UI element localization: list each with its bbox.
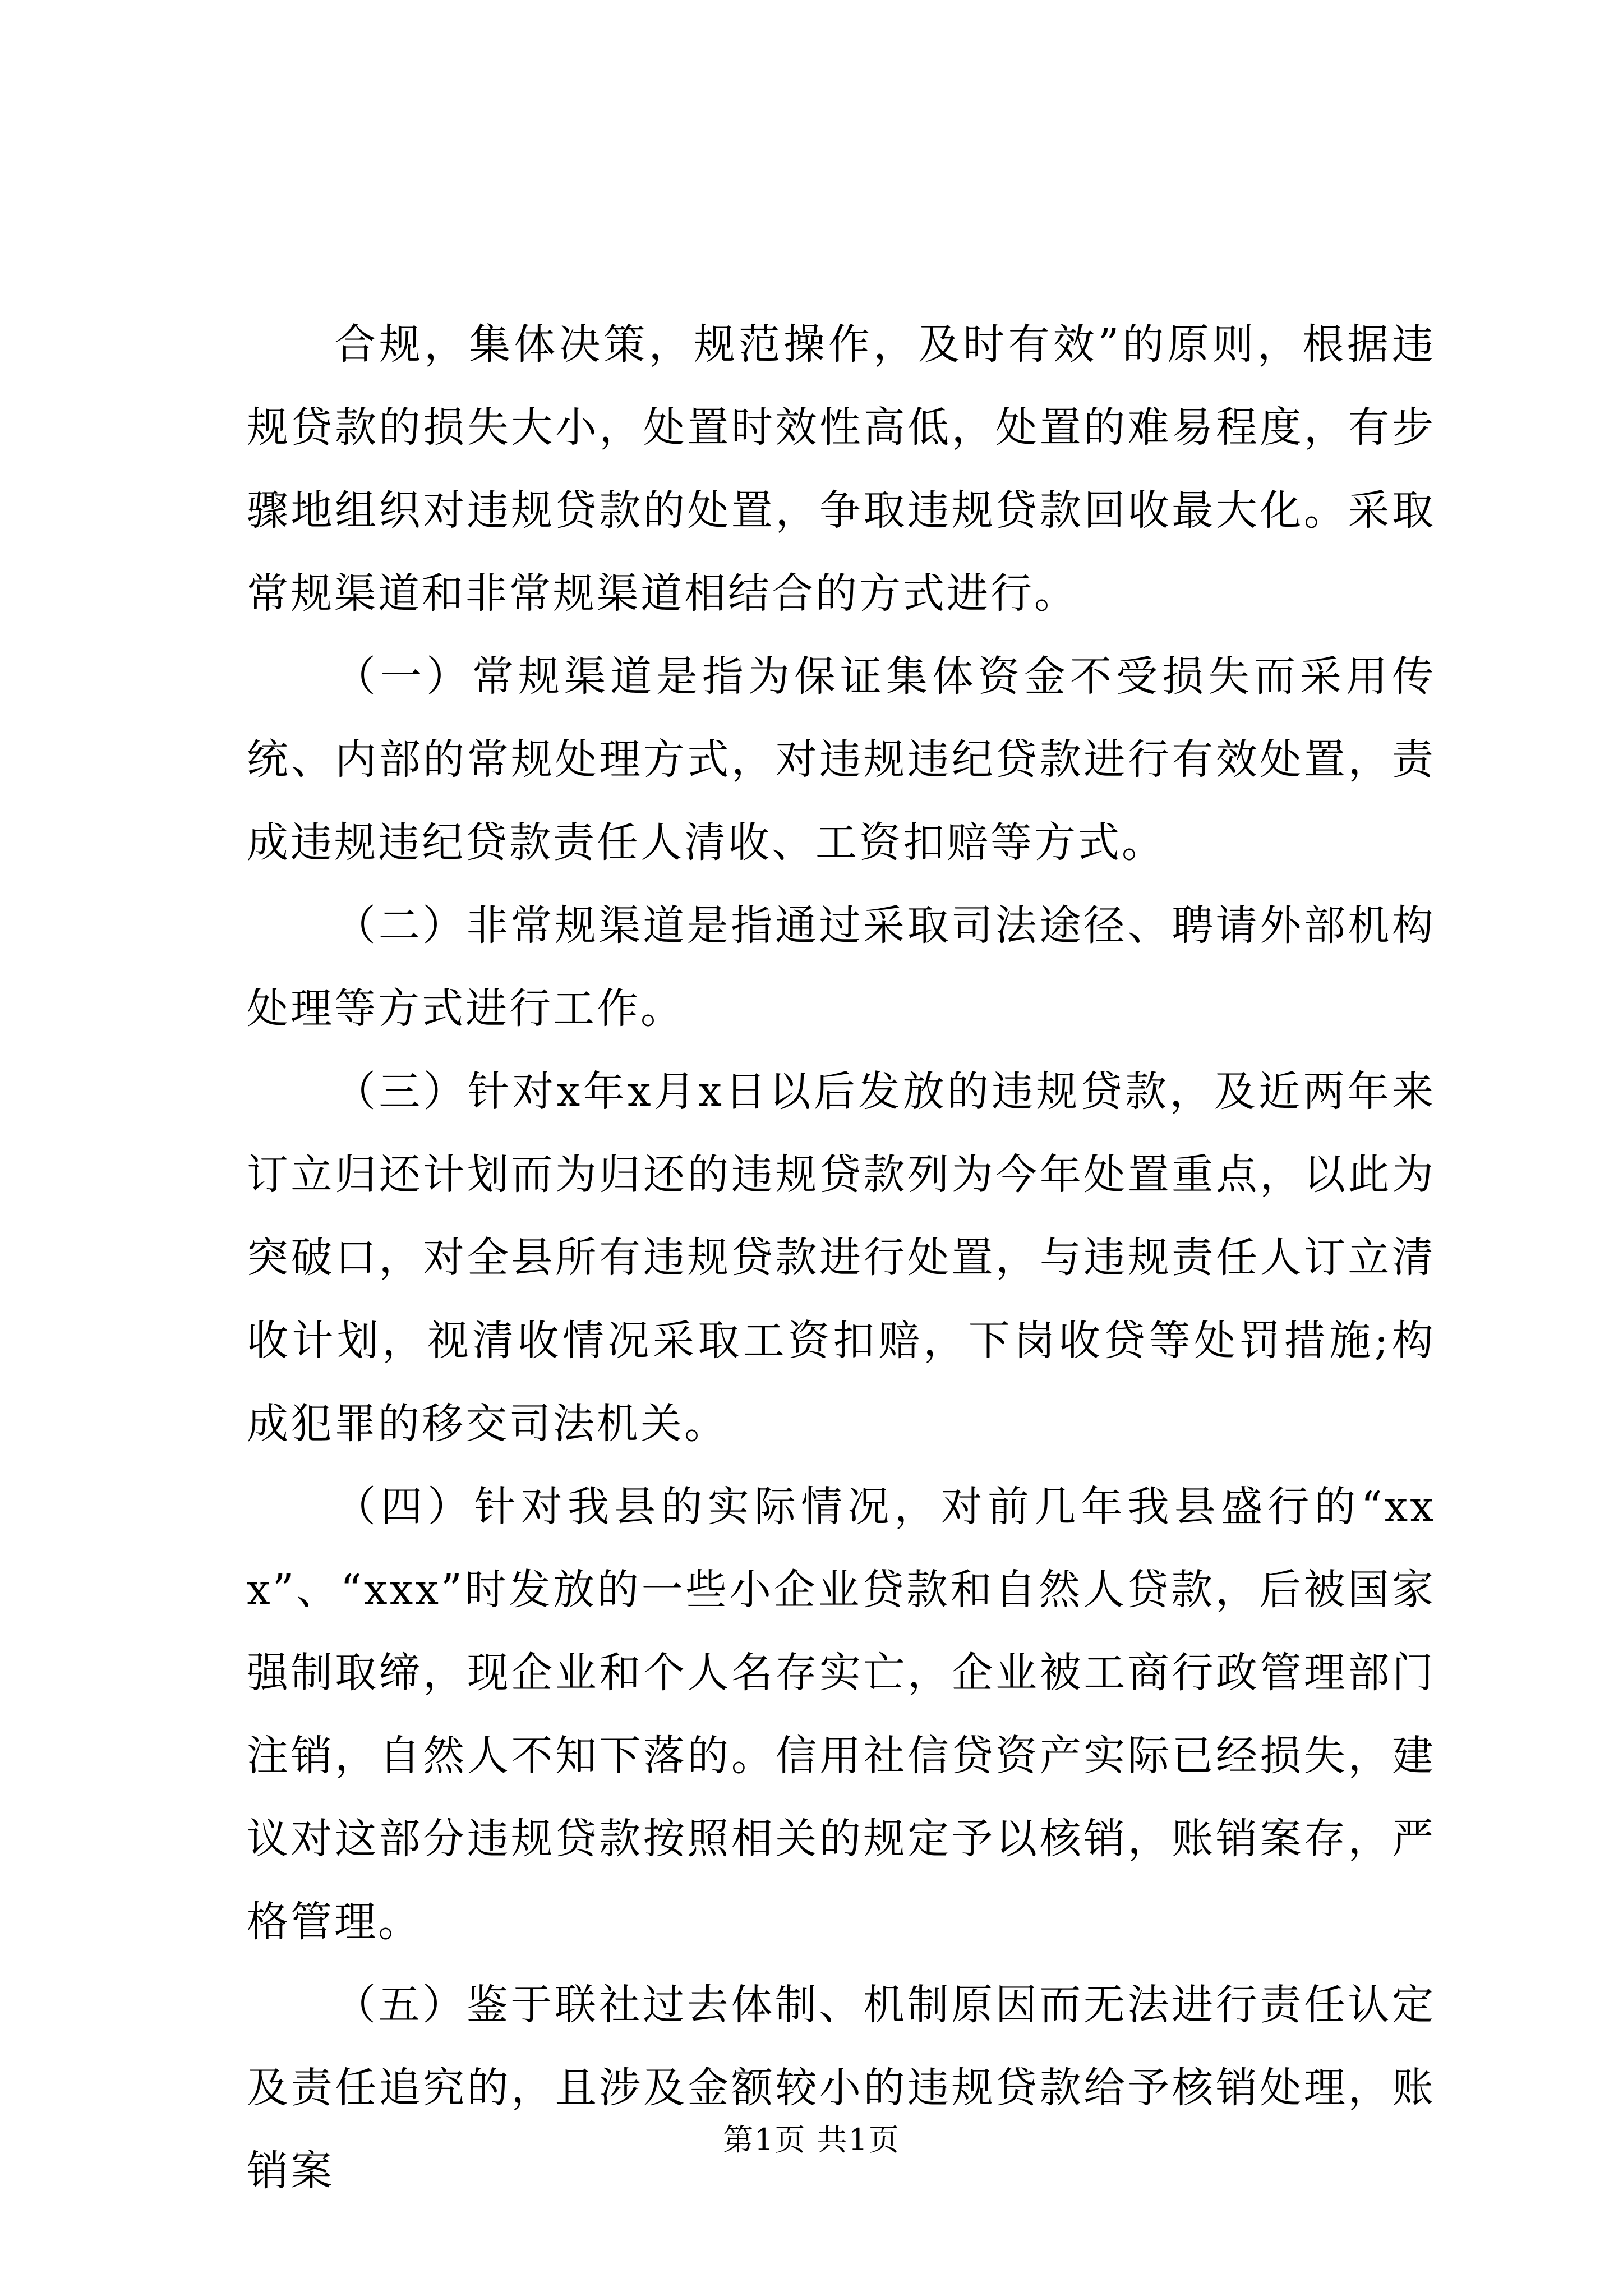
paragraph-continuation: 合规，集体决策，规范操作，及时有效”的原则，根据违规贷款的损失大小，处置时效性高低，处置的难易程度，有步骤地组织对违规贷款的处置，争取违规贷款回收最大化。采取常规渠道和非常规渠道相结合的方式进行。: [247, 320, 1436, 618]
paragraph-item-2: （二）非常规渠道是指通过采取司法途径、聘请外部机构处理等方式进行工作。: [247, 901, 1436, 1033]
page-number-label: 第1页 共1页: [723, 2122, 900, 2157]
paragraph-item-4: （四）针对我县的实际情况，对前几年我县盛行的“xxx”、“xxx”时发放的一些小企业贷款和自然人贷款，后被国家强制取缔，现企业和个人名存实亡，企业被工商行政管理部门注销，自然人不知下落的。信用社信贷资产实际已经损失，建议对这部分违规贷款按照相关的规定予以核销，账销案存，严格管理。: [247, 1483, 1436, 1946]
paragraph-item-5: （五）鉴于联社过去体制、机制原因而无法进行责任认定及责任追究的，且涉及金额较小的违规贷款给予核销处理，账销案: [247, 1981, 1436, 2195]
paragraph-item-1: （一）常规渠道是指为保证集体资金不受损失而采用传统、内部的常规处理方式，对违规违纪贷款进行有效处置，责成违规违纪贷款责任人清收、工资扣赔等方式。: [247, 652, 1436, 867]
page-footer: [0, 2120, 1623, 2160]
document-body: [247, 303, 1436, 2212]
paragraph-item-3: （三）针对x年x月x日以后发放的违规贷款，及近两年来订立归还计划而为归还的违规贷款列为今年处置重点，以此为突破口，对全县所有违规贷款进行处置，与违规责任人订立清收计划，视清收情况采取工资扣赔，下岗收贷等处罚措施;构成犯罪的移交司法机关。: [247, 1068, 1436, 1448]
